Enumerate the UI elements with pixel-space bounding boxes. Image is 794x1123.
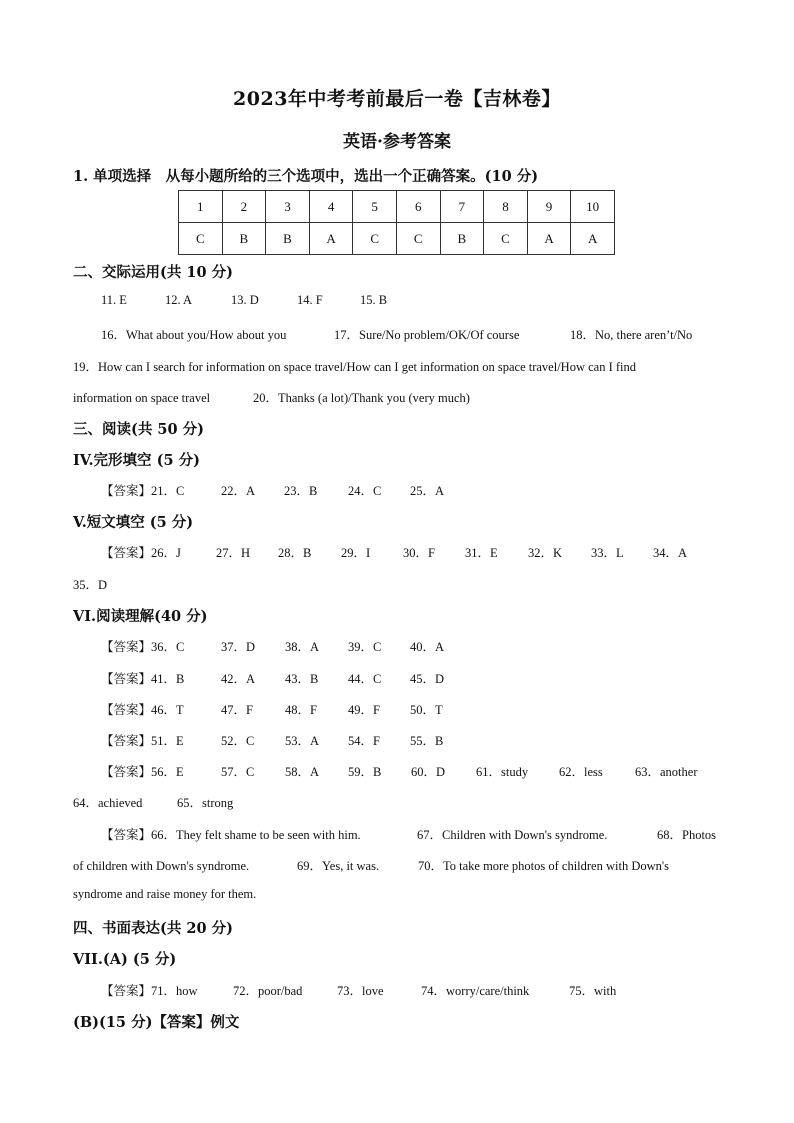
answer-item: 【答案】71．how <box>101 984 198 998</box>
section4-heading: 四、书面表达(共 20 分) <box>73 920 233 937</box>
answer-item: 25．A <box>410 484 445 498</box>
answer-line <box>73 856 669 874</box>
answer-item: 60．D <box>411 765 446 779</box>
answer-line <box>73 357 636 375</box>
answer-item: 19．How can I search for information on space travel/How can I get information on space travel/How can I find <box>73 360 636 374</box>
answer-item: 23．B <box>284 484 318 498</box>
answer-item: 54．F <box>348 734 380 748</box>
table-cell: A <box>571 223 615 255</box>
answer-item: 【答案】46．T <box>101 703 184 717</box>
section-vii-a-heading: VII.(A) (5 分) <box>73 951 177 968</box>
answer-line <box>101 325 692 343</box>
table-cell: 7 <box>440 191 484 223</box>
answer-item: 16．What about you/How about you <box>101 328 287 342</box>
answer-line <box>101 825 716 843</box>
answer-item: 11. E <box>101 293 127 307</box>
answer-item: 【答案】41．B <box>101 672 185 686</box>
answer-item: 49．F <box>348 703 380 717</box>
page-title: 2023年中考考前最后一卷【吉林卷】 <box>233 88 561 110</box>
answer-item: 27．H <box>216 546 251 560</box>
table-cell: 1 <box>179 191 223 223</box>
answer-line <box>101 669 444 687</box>
answer-item: 53．A <box>285 734 320 748</box>
answer-line <box>101 731 443 749</box>
answer-table-numbers-row <box>179 191 615 223</box>
answer-item: 59．B <box>348 765 382 779</box>
answer-item: 62．less <box>559 765 603 779</box>
answer-item: 68．Photos <box>657 828 717 842</box>
answer-line <box>101 700 443 718</box>
table-cell: 3 <box>266 191 310 223</box>
answer-item: 20．Thanks (a lot)/Thank you (very much) <box>253 391 470 405</box>
table-cell: C <box>179 223 223 255</box>
answer-line <box>101 762 697 780</box>
answer-item: 39．C <box>348 640 382 654</box>
table-cell: C <box>353 223 397 255</box>
answer-item: 【答案】26．J <box>101 546 181 560</box>
answer-item: 40．A <box>410 640 445 654</box>
answer-item: 37．D <box>221 640 256 654</box>
answer-item: information on space travel <box>73 391 211 405</box>
table-cell: B <box>440 223 484 255</box>
section-v-heading: V.短文填空 (5 分) <box>73 514 194 531</box>
answer-item: 32．K <box>528 546 563 560</box>
answer-item: syndrome and raise money for them. <box>73 887 257 901</box>
answer-item: 69．Yes, it was. <box>297 859 380 873</box>
answer-item: 45．D <box>410 672 445 686</box>
answer-item: 17．Sure/No problem/OK/Of course <box>334 328 520 342</box>
answer-item: 65．strong <box>177 796 234 810</box>
answer-item: 34．A <box>653 546 688 560</box>
answer-item: 14. F <box>297 293 323 307</box>
answer-item: 24．C <box>348 484 382 498</box>
section-vii-b-heading: (B)(15 分)【答案】例文 <box>73 1014 240 1031</box>
answer-line <box>73 793 233 811</box>
table-cell: 9 <box>527 191 571 223</box>
answer-item: 15. B <box>360 293 388 307</box>
page-subtitle: 英语·参考答案 <box>343 132 451 152</box>
answer-item: 48．F <box>285 703 317 717</box>
answer-item: 【答案】56．E <box>101 765 184 779</box>
answer-item: 【答案】21．C <box>101 484 185 498</box>
table-cell: C <box>396 223 440 255</box>
table-cell: 8 <box>484 191 528 223</box>
table-cell: A <box>309 223 353 255</box>
section-iv-heading: IV.完形填空 (5 分) <box>73 452 200 469</box>
answer-item: 12. A <box>165 293 193 307</box>
answer-line <box>73 388 470 406</box>
answer-item: 50．T <box>410 703 443 717</box>
answer-item: 72．poor/bad <box>233 984 303 998</box>
table-cell: A <box>527 223 571 255</box>
answer-item: 74．worry/care/think <box>421 984 530 998</box>
answer-item: 44．C <box>348 672 382 686</box>
answer-item: 【答案】51．E <box>101 734 184 748</box>
answer-item: 【答案】36．C <box>101 640 185 654</box>
answer-item: 【答案】66．They felt shame to be seen with him. <box>101 828 361 842</box>
answer-line <box>101 637 444 655</box>
answer-item: 42．A <box>221 672 256 686</box>
answer-item: 35．D <box>73 578 108 592</box>
table-cell: C <box>484 223 528 255</box>
answer-item: 63．another <box>635 765 698 779</box>
answer-item: 55．B <box>410 734 444 748</box>
answer-table <box>178 190 615 255</box>
table-cell: 4 <box>309 191 353 223</box>
answer-item: 22．A <box>221 484 256 498</box>
answer-item: 31．E <box>465 546 498 560</box>
section3-heading: 三、阅读(共 50 分) <box>73 421 204 438</box>
answer-item: 33．L <box>591 546 624 560</box>
answer-item: 28．B <box>278 546 312 560</box>
answer-item: 13. D <box>231 293 259 307</box>
section2-heading: 二、交际运用(共 10 分) <box>73 264 233 281</box>
answer-item: 57．C <box>221 765 255 779</box>
table-cell: 2 <box>222 191 266 223</box>
answer-line <box>73 887 256 902</box>
section-vi-heading: VI.阅读理解(40 分) <box>73 608 208 625</box>
answer-item: 52．C <box>221 734 255 748</box>
answer-item: 70．To take more photos of children with Down's <box>418 859 669 873</box>
answer-item: 43．B <box>285 672 319 686</box>
answer-table-answers-row <box>179 223 615 255</box>
answer-item: 38．A <box>285 640 320 654</box>
table-cell: 10 <box>571 191 615 223</box>
answer-line <box>101 981 616 999</box>
answer-item: 29．I <box>341 546 371 560</box>
answer-item: 64．achieved <box>73 796 143 810</box>
answer-item: 75．with <box>569 984 617 998</box>
table-cell: B <box>222 223 266 255</box>
answer-line <box>101 293 387 308</box>
answer-item: 47．F <box>221 703 253 717</box>
answer-line <box>73 575 107 593</box>
answer-item: 67．Children with Down's syndrome. <box>417 828 608 842</box>
table-cell: 5 <box>353 191 397 223</box>
answer-item: 73．love <box>337 984 384 998</box>
table-cell: 6 <box>396 191 440 223</box>
answer-item: 18．No, there aren’t/No <box>570 328 693 342</box>
answer-item: of children with Down's syndrome. <box>73 859 250 873</box>
table-cell: B <box>266 223 310 255</box>
answer-item: 58．A <box>285 765 320 779</box>
answer-line <box>101 543 687 561</box>
answer-item: 61．study <box>476 765 529 779</box>
section1-heading: 1. 单项选择 从每小题所给的三个选项中，选出一个正确答案。(10 分) <box>73 168 539 185</box>
answer-item: 30．F <box>403 546 435 560</box>
answer-line <box>101 481 444 499</box>
